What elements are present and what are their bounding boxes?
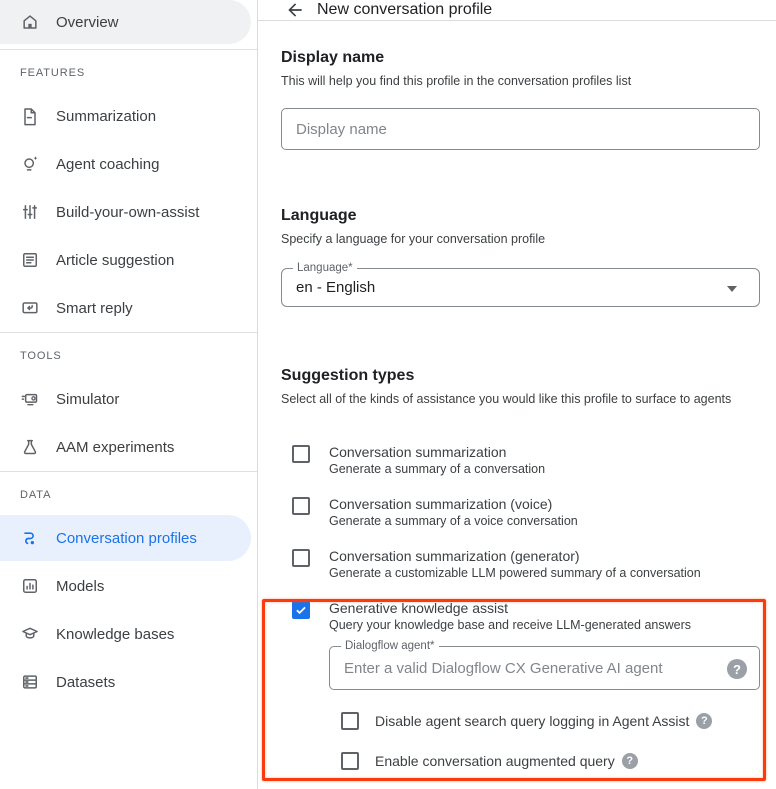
summarization-icon (20, 106, 40, 126)
page-header (258, 0, 776, 21)
language-description: Specify a language for your conversation profile (281, 232, 546, 246)
sidebar-item-datasets[interactable] (0, 658, 257, 706)
page-title: New conversation profile (317, 1, 493, 18)
option-conversation-summarization-generator (292, 548, 760, 581)
option-conversation-summarization (292, 444, 760, 477)
home-icon (20, 12, 40, 32)
language-field-label: Language* (293, 262, 357, 275)
sidebar-section-features: FEATURES (20, 67, 86, 79)
simulator-icon (20, 389, 40, 409)
sidebar-item-label: Datasets (56, 673, 116, 691)
help-icon[interactable]: ? (622, 753, 638, 769)
sidebar-item-label: Smart reply (56, 299, 133, 317)
sidebar-item-label: Knowledge bases (56, 625, 175, 643)
chevron-down-icon (727, 286, 737, 292)
checkbox-enable-augmented-query[interactable] (341, 752, 359, 770)
sidebar-item-build-your-own-assist[interactable] (0, 188, 257, 236)
sidebar-item-summarization[interactable] (0, 92, 257, 140)
checkbox-conversation-summarization-generator[interactable] (292, 549, 310, 567)
smart-reply-icon (20, 298, 40, 318)
display-name-section (281, 48, 760, 150)
sidebar-item-label: Overview (56, 13, 119, 31)
option-sublabel: Generate a customizable LLM powered summary of a conversation (329, 566, 701, 580)
checkbox-conversation-summarization[interactable] (292, 445, 310, 463)
sidebar-item-label: Article suggestion (56, 251, 175, 269)
dialogflow-agent-input[interactable] (330, 647, 759, 689)
build-your-own-assist-icon (20, 202, 40, 222)
option-disable-query-logging (341, 711, 760, 731)
language-heading: Language (281, 207, 357, 224)
sidebar-item-models[interactable] (0, 562, 257, 610)
checkbox-generative-knowledge-assist[interactable] (292, 601, 310, 619)
option-label: Generative knowledge assist (329, 600, 508, 616)
main-panel (258, 0, 776, 789)
sidebar-item-label: Summarization (56, 107, 157, 125)
form-content (258, 21, 776, 789)
option-label: Conversation summarization (329, 444, 507, 460)
experiments-icon (20, 437, 40, 457)
sidebar-item-article-suggestion[interactable] (0, 236, 257, 284)
display-name-input[interactable] (281, 108, 760, 150)
suggestion-types-heading: Suggestion types (281, 367, 415, 384)
option-label: Conversation summarization (voice) (329, 496, 553, 512)
sidebar-section-data: DATA (20, 489, 52, 501)
datasets-icon (20, 672, 40, 692)
sidebar-item-simulator[interactable] (0, 375, 257, 423)
sidebar-item-label: AAM experiments (56, 438, 175, 456)
suggestion-options-list (281, 444, 760, 789)
display-name-description: This will help you find this profile in the conversation profiles list (281, 74, 632, 88)
sidebar-item-knowledge-bases[interactable] (0, 610, 257, 658)
sidebar-item-smart-reply[interactable] (0, 284, 257, 332)
suggestion-types-description: Select all of the kinds of assistance you would like this profile to surface to agents (281, 392, 732, 406)
knowledge-bases-icon (20, 624, 40, 644)
help-icon[interactable]: ? (727, 659, 747, 679)
sidebar-item-label: Models (56, 577, 105, 595)
article-suggestion-icon (20, 250, 40, 270)
back-arrow-icon[interactable] (285, 0, 305, 20)
sidebar-item-label: Simulator (56, 390, 120, 408)
option-label: Conversation summarization (generator) (329, 548, 580, 564)
language-select-value: en - English (296, 279, 376, 296)
agent-coaching-icon (20, 154, 40, 174)
option-sublabel: Generate a summary of a voice conversation (329, 514, 578, 528)
checkbox-disable-query-logging[interactable] (341, 712, 359, 730)
sidebar-item-aam-experiments[interactable] (0, 423, 257, 471)
conversation-profiles-icon (20, 528, 40, 548)
option-generative-knowledge-assist (292, 600, 760, 789)
option-sublabel: Query your knowledge base and receive LLM-generated answers (329, 618, 692, 632)
models-icon (20, 576, 40, 596)
sidebar-item-label: Agent coaching (56, 155, 160, 173)
option-conversation-summarization-voice (292, 496, 760, 529)
option-label: Disable agent search query logging in Agent Assist (375, 713, 690, 729)
dialogflow-agent-field-label: Dialogflow agent* (341, 640, 439, 653)
suggestion-types-section (281, 366, 760, 789)
sidebar-item-label: Build-your-own-assist (56, 203, 200, 221)
sidebar-item-conversation-profiles[interactable] (0, 515, 251, 561)
sidebar-item-label: Conversation profiles (56, 529, 197, 547)
sidebar-item-overview[interactable] (0, 0, 251, 44)
gka-sub-options (329, 711, 760, 771)
option-label: Enable conversation augmented query (375, 753, 615, 769)
sidebar-section-tools: TOOLS (20, 350, 62, 362)
sidebar-item-agent-coaching[interactable] (0, 140, 257, 188)
option-enable-augmented-query (341, 751, 760, 771)
checkbox-conversation-summarization-voice[interactable] (292, 497, 310, 515)
help-icon[interactable]: ? (696, 713, 712, 729)
language-section (281, 206, 760, 307)
language-select[interactable] (281, 262, 760, 307)
dialogflow-agent-field (329, 640, 760, 690)
sidebar (0, 0, 258, 789)
display-name-heading: Display name (281, 49, 385, 66)
option-sublabel: Generate a summary of a conversation (329, 462, 546, 476)
